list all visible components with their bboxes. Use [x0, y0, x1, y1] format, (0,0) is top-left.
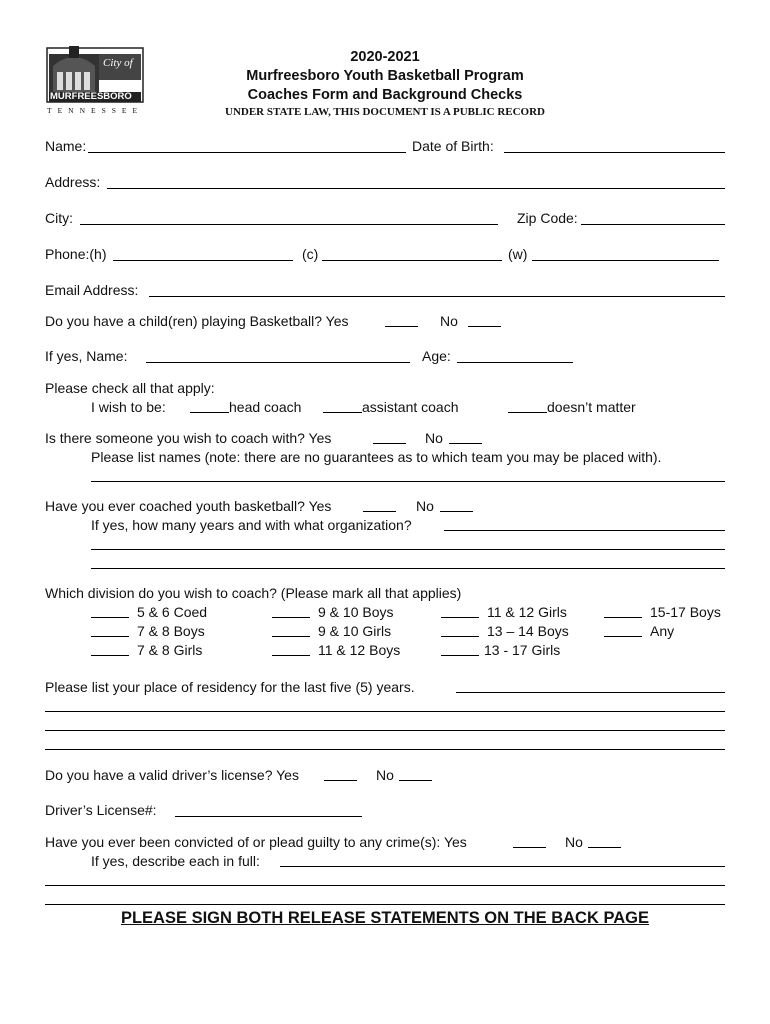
child-age-field[interactable]	[457, 362, 573, 363]
residency-line-1[interactable]	[456, 692, 725, 693]
coach-with-no-blank[interactable]	[449, 443, 482, 444]
coach-with-no-label: No	[425, 430, 443, 446]
coached-question: Have you ever coached youth basketball? Yes	[45, 498, 332, 514]
division-question: Which division do you wish to coach? (Please mark all that applies)	[45, 585, 462, 601]
email-label: Email Address:	[45, 282, 139, 298]
phone-home-field[interactable]	[113, 260, 293, 261]
division-blank[interactable]	[441, 617, 479, 618]
crime-no-label: No	[565, 834, 583, 850]
coach-with-names-line[interactable]	[91, 481, 725, 482]
logo-city-of: City of	[103, 57, 133, 69]
division-option: Any	[650, 623, 675, 639]
division-option: 13 – 14 Boys	[487, 623, 569, 639]
email-field[interactable]	[149, 296, 725, 297]
division-blank[interactable]	[604, 636, 642, 637]
crime-no-blank[interactable]	[588, 847, 621, 848]
division-option: 11 & 12 Boys	[318, 642, 401, 658]
child-age-label: Age:	[422, 348, 451, 364]
division-blank[interactable]	[91, 617, 129, 618]
division-option: 15-17 Boys	[650, 604, 721, 620]
child-no-blank[interactable]	[468, 326, 501, 327]
form-title: Coaches Form and Background Checks	[247, 87, 523, 103]
logo-city-name: MURFREESBORO	[50, 91, 132, 102]
assistant-coach-blank[interactable]	[323, 412, 362, 413]
crime-detail-line-3[interactable]	[45, 904, 725, 905]
coached-detail-line-1[interactable]	[444, 530, 725, 531]
city-field[interactable]	[80, 224, 498, 225]
public-record-notice: UNDER STATE LAW, THIS DOCUMENT IS A PUBLIC RECORD	[225, 106, 545, 118]
division-option: 11 & 12 Girls	[487, 604, 567, 620]
assistant-coach-label: assistant coach	[362, 399, 459, 415]
residency-line-3[interactable]	[45, 730, 725, 731]
wish-label: I wish to be:	[91, 399, 166, 415]
child-no-label: No	[440, 313, 458, 329]
city-label: City:	[45, 210, 73, 226]
coached-no-blank[interactable]	[440, 511, 473, 512]
division-blank[interactable]	[91, 636, 129, 637]
crime-detail-line-2[interactable]	[45, 885, 725, 886]
license-yes-blank[interactable]	[324, 780, 357, 781]
license-no-blank[interactable]	[399, 780, 432, 781]
coached-detail: If yes, how many years and with what organization?	[91, 517, 412, 533]
division-blank[interactable]	[91, 655, 129, 656]
crime-detail-line-1[interactable]	[280, 866, 725, 867]
division-blank[interactable]	[272, 636, 310, 637]
division-option: 9 & 10 Girls	[318, 623, 392, 639]
coached-yes-blank[interactable]	[363, 511, 396, 512]
license-question: Do you have a valid driver’s license? Yes	[45, 767, 299, 783]
logo-state: TENNESSEE	[47, 106, 144, 115]
license-number-field[interactable]	[175, 816, 362, 817]
name-label: Name:	[45, 138, 87, 154]
license-no-label: No	[376, 767, 394, 783]
division-blank[interactable]	[441, 655, 479, 656]
check-intro: Please check all that apply:	[45, 380, 215, 396]
child-yes-blank[interactable]	[385, 326, 418, 327]
phone-cell-label: (c)	[302, 246, 319, 262]
coach-with-question: Is there someone you wish to coach with? Yes	[45, 430, 332, 446]
division-option: 5 & 6 Coed	[137, 604, 208, 620]
coached-no-label: No	[416, 498, 434, 514]
division-option: 7 & 8 Boys	[137, 623, 205, 639]
phone-work-field[interactable]	[532, 260, 719, 261]
sign-release-notice: PLEASE SIGN BOTH RELEASE STATEMENTS ON THE BACK PAGE	[120, 909, 650, 927]
doesnt-matter-label: doesn’t matter	[547, 399, 636, 415]
division-blank[interactable]	[272, 655, 310, 656]
form-year: 2020-2021	[350, 49, 420, 65]
division-blank[interactable]	[604, 617, 642, 618]
coached-detail-line-2[interactable]	[91, 549, 725, 550]
division-blank[interactable]	[441, 636, 479, 637]
dob-field[interactable]	[504, 152, 725, 153]
head-coach-label: head coach	[229, 399, 302, 415]
dob-label: Date of Birth:	[412, 138, 494, 154]
address-label: Address:	[45, 174, 101, 190]
program-title: Murfreesboro Youth Basketball Program	[246, 68, 524, 84]
division-option: 13 - 17 Girls	[484, 642, 561, 658]
zip-label: Zip Code:	[517, 210, 578, 226]
coach-with-yes-blank[interactable]	[373, 443, 406, 444]
division-option: 9 & 10 Boys	[318, 604, 394, 620]
residency-line-2[interactable]	[45, 711, 725, 712]
phone-work-label: (w)	[508, 246, 528, 262]
crime-detail-label: If yes, describe each in full:	[91, 853, 260, 869]
crime-yes-blank[interactable]	[513, 847, 546, 848]
phone-cell-field[interactable]	[322, 260, 502, 261]
head-coach-blank[interactable]	[190, 412, 229, 413]
phone-home-label: Phone:(h)	[45, 246, 107, 262]
residency-question: Please list your place of residency for the last five (5) years.	[45, 679, 415, 695]
child-name-label: If yes, Name:	[45, 348, 128, 364]
coached-detail-line-3[interactable]	[91, 568, 725, 569]
name-field[interactable]	[88, 152, 406, 153]
license-number-label: Driver’s License#:	[45, 802, 157, 818]
child-question: Do you have a child(ren) playing Basketball? Yes	[45, 313, 349, 329]
crime-question: Have you ever been convicted of or plead guilty to any crime(s): Yes	[45, 834, 467, 850]
child-name-field[interactable]	[146, 362, 410, 363]
doesnt-matter-blank[interactable]	[508, 412, 547, 413]
coach-with-note: Please list names (note: there are no guarantees as to which team you may be placed with).	[91, 449, 662, 465]
zip-field[interactable]	[581, 224, 725, 225]
division-blank[interactable]	[272, 617, 310, 618]
division-option: 7 & 8 Girls	[137, 642, 203, 658]
address-field[interactable]	[107, 188, 725, 189]
residency-line-4[interactable]	[45, 749, 725, 750]
